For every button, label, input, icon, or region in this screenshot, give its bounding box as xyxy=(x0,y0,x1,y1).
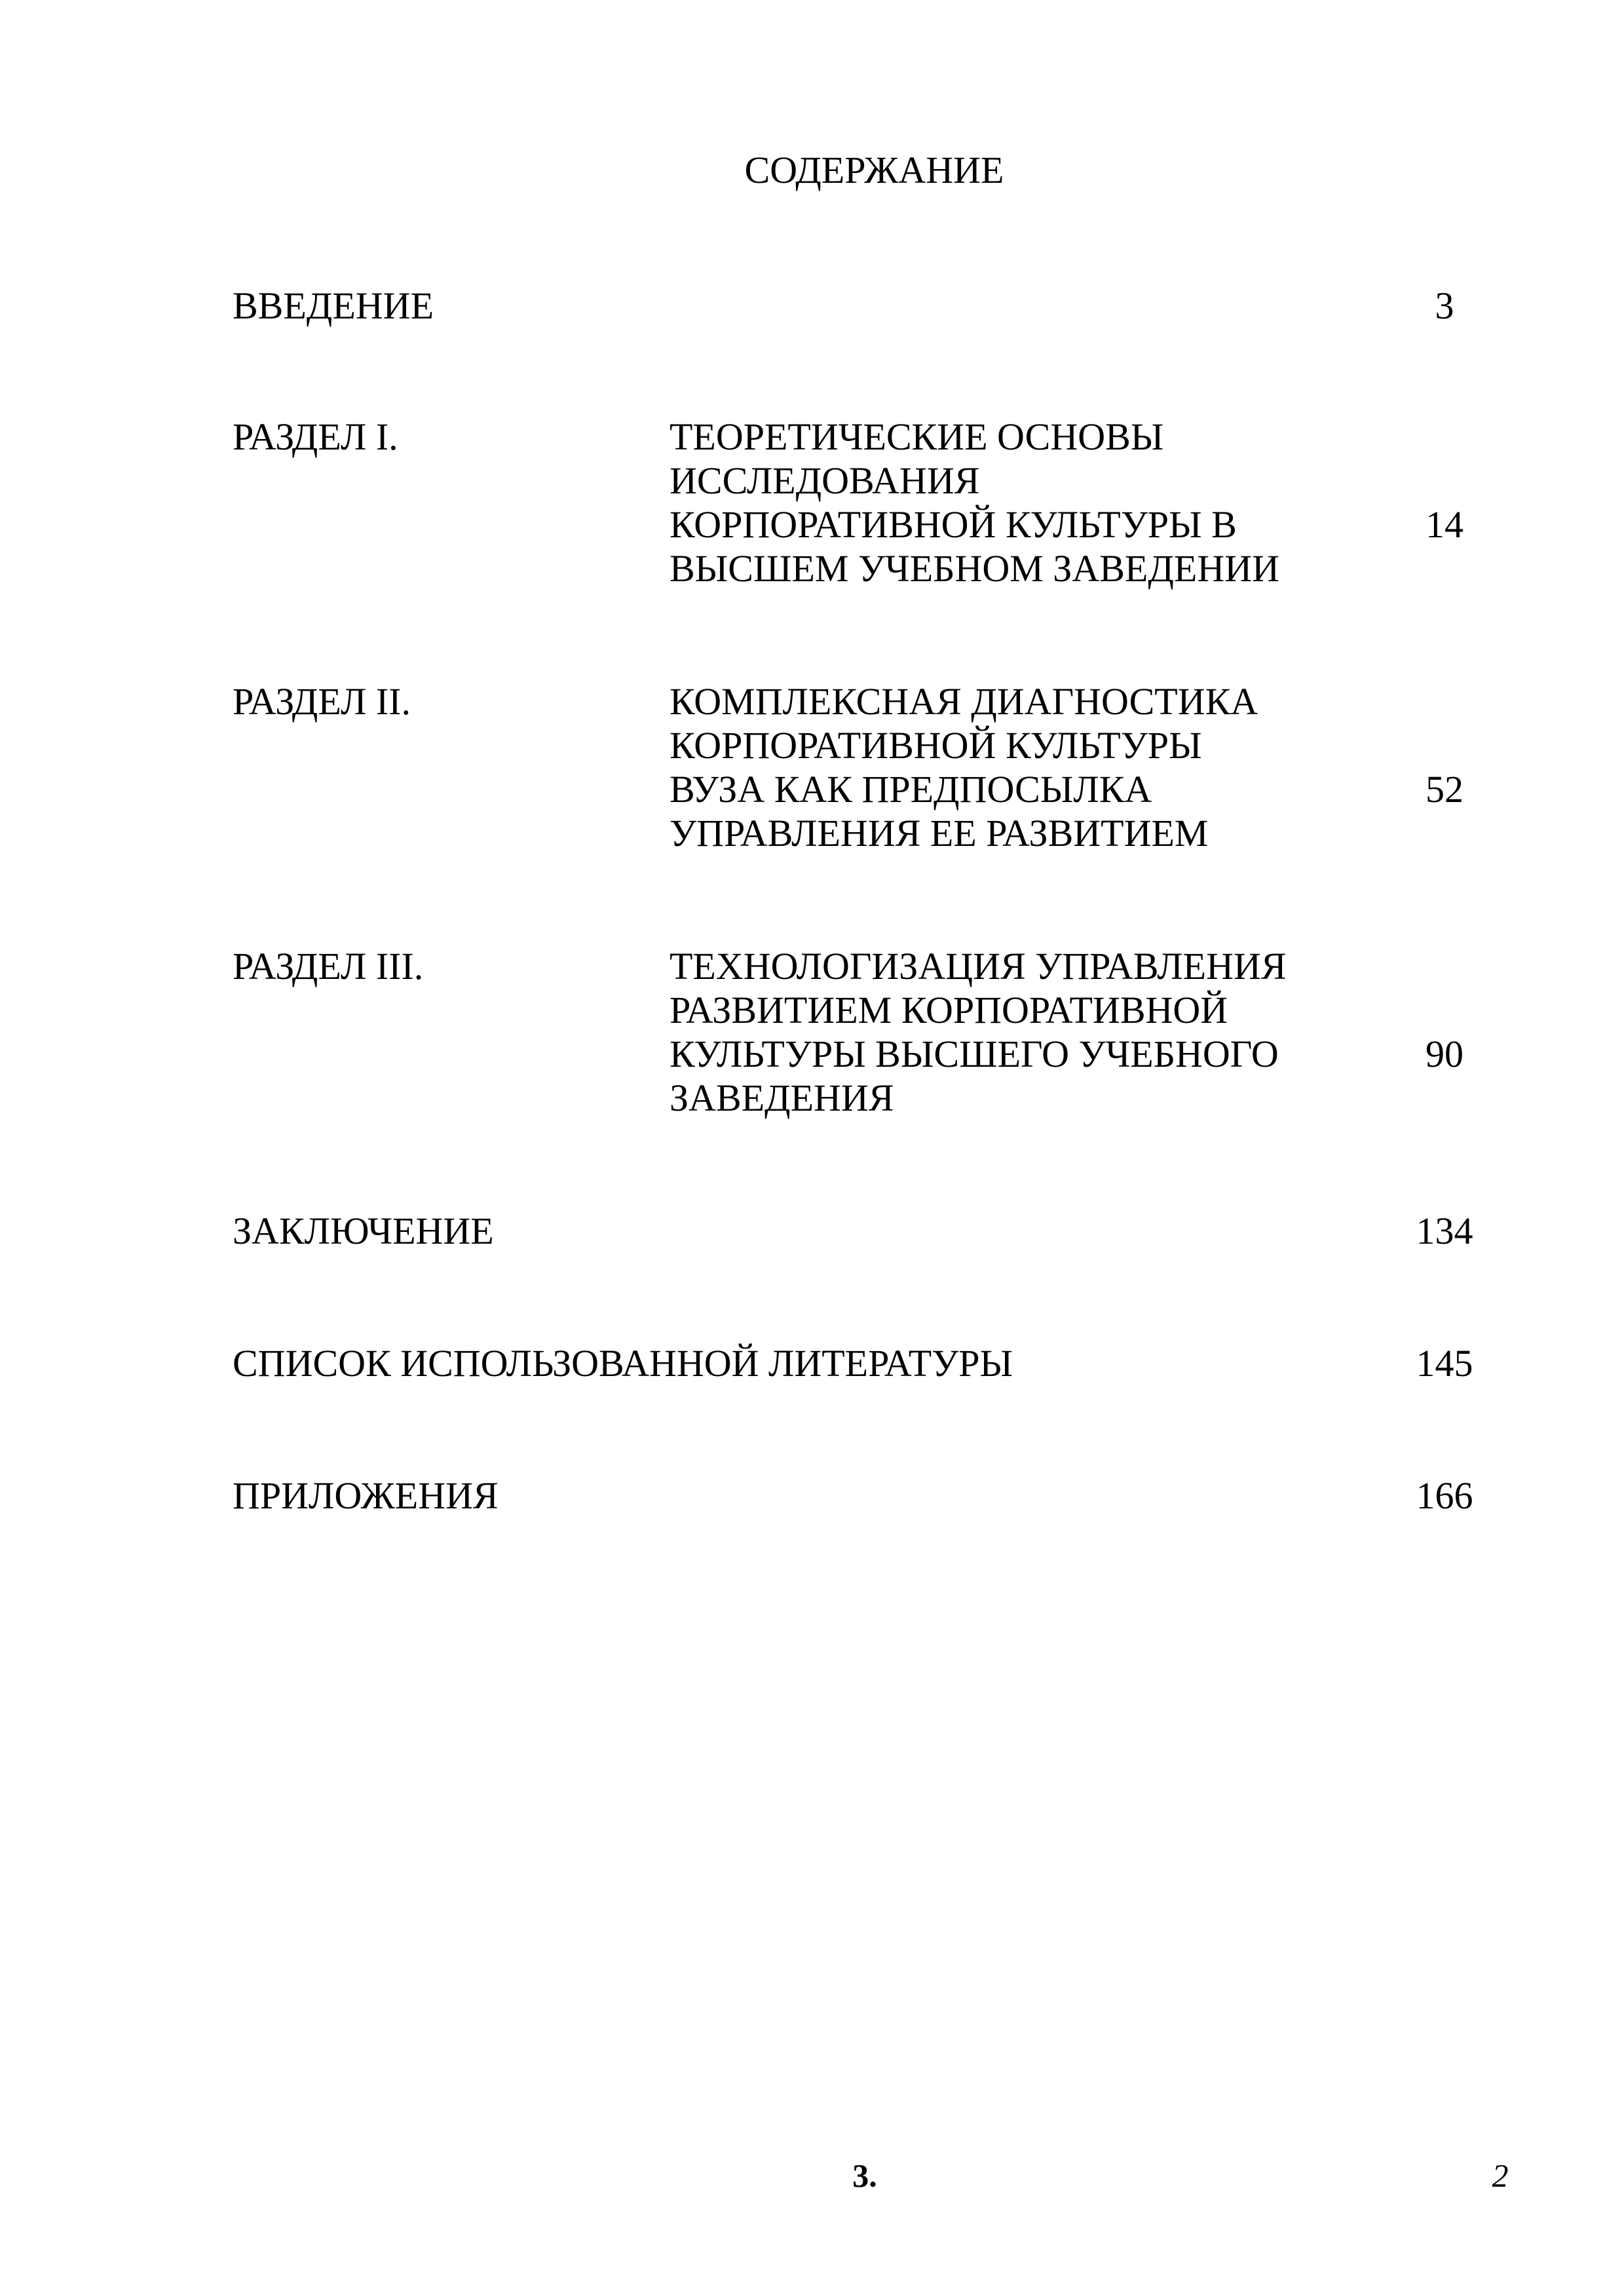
toc-desc-line: КОРПОРАТИВНОЙ КУЛЬТУРЫ xyxy=(670,724,1202,767)
toc-page-references: 145 xyxy=(1416,1342,1473,1385)
toc-desc-section2 xyxy=(670,679,1258,855)
toc-desc-section3 xyxy=(670,944,1287,1120)
toc-label-conclusion: ЗАКЛЮЧЕНИЕ xyxy=(233,1210,494,1252)
toc-desc-section1 xyxy=(670,415,1279,590)
toc-page-section2: 52 xyxy=(1426,768,1463,811)
toc-page-section1: 14 xyxy=(1426,503,1463,546)
toc-desc-line: ЗАВЕДЕНИЯ xyxy=(670,1077,894,1119)
page-number: 2 xyxy=(1492,2157,1509,2194)
toc-label-section2: РАЗДЕЛ II. xyxy=(233,680,411,723)
toc-label-references: СПИСОК ИСПОЛЬЗОВАННОЙ ЛИТЕРАТУРЫ xyxy=(233,1342,1013,1385)
toc-page-appendices: 166 xyxy=(1416,1474,1473,1517)
toc-desc-line: ТЕОРЕТИЧЕСКИЕ ОСНОВЫ xyxy=(670,415,1164,458)
toc-page-intro: 3 xyxy=(1435,284,1454,327)
toc-desc-line: РАЗВИТИЕМ КОРПОРАТИВНОЙ xyxy=(670,989,1228,1031)
toc-desc-line: КОРПОРАТИВНОЙ КУЛЬТУРЫ В xyxy=(670,503,1237,546)
toc-page-section3: 90 xyxy=(1426,1033,1463,1075)
toc-page-conclusion: 134 xyxy=(1416,1210,1473,1252)
footer-center-mark: 3. xyxy=(852,2157,877,2194)
toc-desc-line: ТЕХНОЛОГИЗАЦИЯ УПРАВЛЕНИЯ xyxy=(670,945,1287,987)
toc-desc-line: ВУЗА КАК ПРЕДПОСЫЛКА xyxy=(670,768,1152,811)
toc-label-section1: РАЗДЕЛ I. xyxy=(233,415,398,458)
toc-label-appendices: ПРИЛОЖЕНИЯ xyxy=(233,1474,499,1517)
toc-desc-line: КОМПЛЕКСНАЯ ДИАГНОСТИКА xyxy=(670,680,1258,723)
toc-label-intro: ВВЕДЕНИЕ xyxy=(233,284,434,327)
toc-label-section3: РАЗДЕЛ III. xyxy=(233,945,424,987)
page-title: СОДЕРЖАНИЕ xyxy=(744,149,1004,191)
toc-desc-line: УПРАВЛЕНИЯ ЕЕ РАЗВИТИЕМ xyxy=(670,812,1209,854)
toc-desc-line: ИССЛЕДОВАНИЯ xyxy=(670,459,980,502)
toc-desc-line: ВЫСШЕМ УЧЕБНОМ ЗАВЕДЕНИИ xyxy=(670,547,1280,590)
toc-desc-line: КУЛЬТУРЫ ВЫСШЕГО УЧЕБНОГО xyxy=(670,1033,1279,1075)
